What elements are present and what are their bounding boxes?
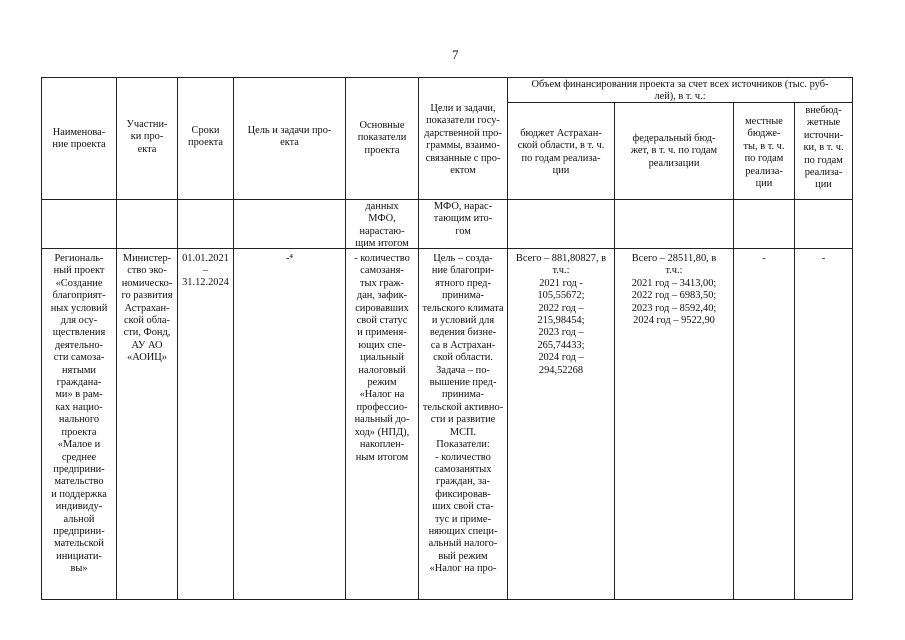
header-bottom-rule — [41, 199, 852, 200]
row-goal: -⁴ — [285, 253, 294, 264]
col-border-7 — [614, 102, 615, 600]
header-state-program-goals: Цели и задачи, показатели госу- дарственной про- граммы, взаимо- связанные с про- ектом — [424, 103, 502, 177]
row-budget-region: Всего – 881,80827, в т.ч.: 2021 год - 105,55672; 2022 год – 215,98454; 2023 год – 265,74433; 2024 год – 294,52268 — [515, 253, 607, 376]
header-funding-title: Объем финансирования проекта за счет всех источников (тыс. руб- лей), в т. ч.: — [531, 79, 829, 103]
page-number: 7 — [452, 47, 459, 62]
header-project-name: Наименова- ние проекта — [52, 127, 106, 151]
header-budget-extra: внебюд- жетные источни- ки, в т. ч. по годам реализа- ции — [803, 105, 844, 191]
header-terms: Сроки проекта — [188, 125, 223, 149]
header-budget-region: бюджет Астрахан- ской области, в т. ч. по годам реализа- ции — [517, 128, 605, 177]
row-budget-local: - — [762, 253, 766, 264]
row-term-end: 31.12.2024 — [182, 277, 229, 288]
table-bottom-rule — [41, 599, 852, 600]
col-border-10 — [852, 77, 853, 600]
header-goal: Цель и задачи про- екта — [247, 125, 332, 149]
header-budget-local: местные бюдже- ты, в т. ч. по годам реализа- ции — [743, 116, 785, 190]
row-term-dash: – — [202, 265, 209, 276]
row-project-name: Региональ- ный проект «Создание благоприят- ных условий для осу- ществления деятельно- сти самоза- нятыми гражданa- ми» в рам- ках нацио- нального проекта «Малое и среднее предприни- мательство и поддержка индивиду- альной предприни- мательской инициати- вы» — [50, 253, 108, 575]
col-border-2 — [177, 77, 178, 600]
continued-row-rule — [41, 248, 852, 249]
header-budget-federal: федеральный бюд- жет, в т. ч. по годам реализации — [630, 133, 718, 169]
row-indicators: - количество самозаня- тых граж- дан, зафик- сировавших свой статус и применя- ющих спе- циальный налоговый режим «Налог на профессио- нальный до- ход» (НПД), накоплен- ным итогом — [354, 253, 410, 463]
row-state-goals: Цель – созда- ние благопри- ятного пред- принима- тельского климата и условий для ведения бизне- са в Астрахан- ской области. Задача – по- вышение пред- принима- тельской активно- сти и развитие МСП. Показатели: - количество самозанятых граждан, за- фиксировав- ших свой ста- тус и приме- няющих специ- альный налого- вый режим «Налог на про- — [422, 253, 504, 575]
row-participants: Министер- ство эко- номическо- го развития Астрахан- ской обла- сти, Фонд, АУ АО «АОИЦ» — [121, 253, 173, 364]
row-term-start: 01.01.2021 — [182, 253, 229, 264]
row-budget-federal: Всего – 28511,80, в т.ч.: 2021 год – 3413,00; 2022 год – 6983,50; 2023 год – 8592,40; 2024 год – 9522,90 — [631, 253, 717, 327]
table-top-border — [41, 77, 852, 78]
row-budget-extra: - — [821, 253, 826, 264]
header-indicators: Основные показатели проекта — [357, 120, 407, 156]
continued-state-goals: МФО, нарас- тающим ито- гом — [433, 201, 493, 237]
col-border-3 — [233, 77, 234, 600]
continued-indicators: данных МФО, нарастаю- щим итогом — [355, 201, 409, 250]
header-participants: Участни- ки про- екта — [126, 119, 168, 155]
